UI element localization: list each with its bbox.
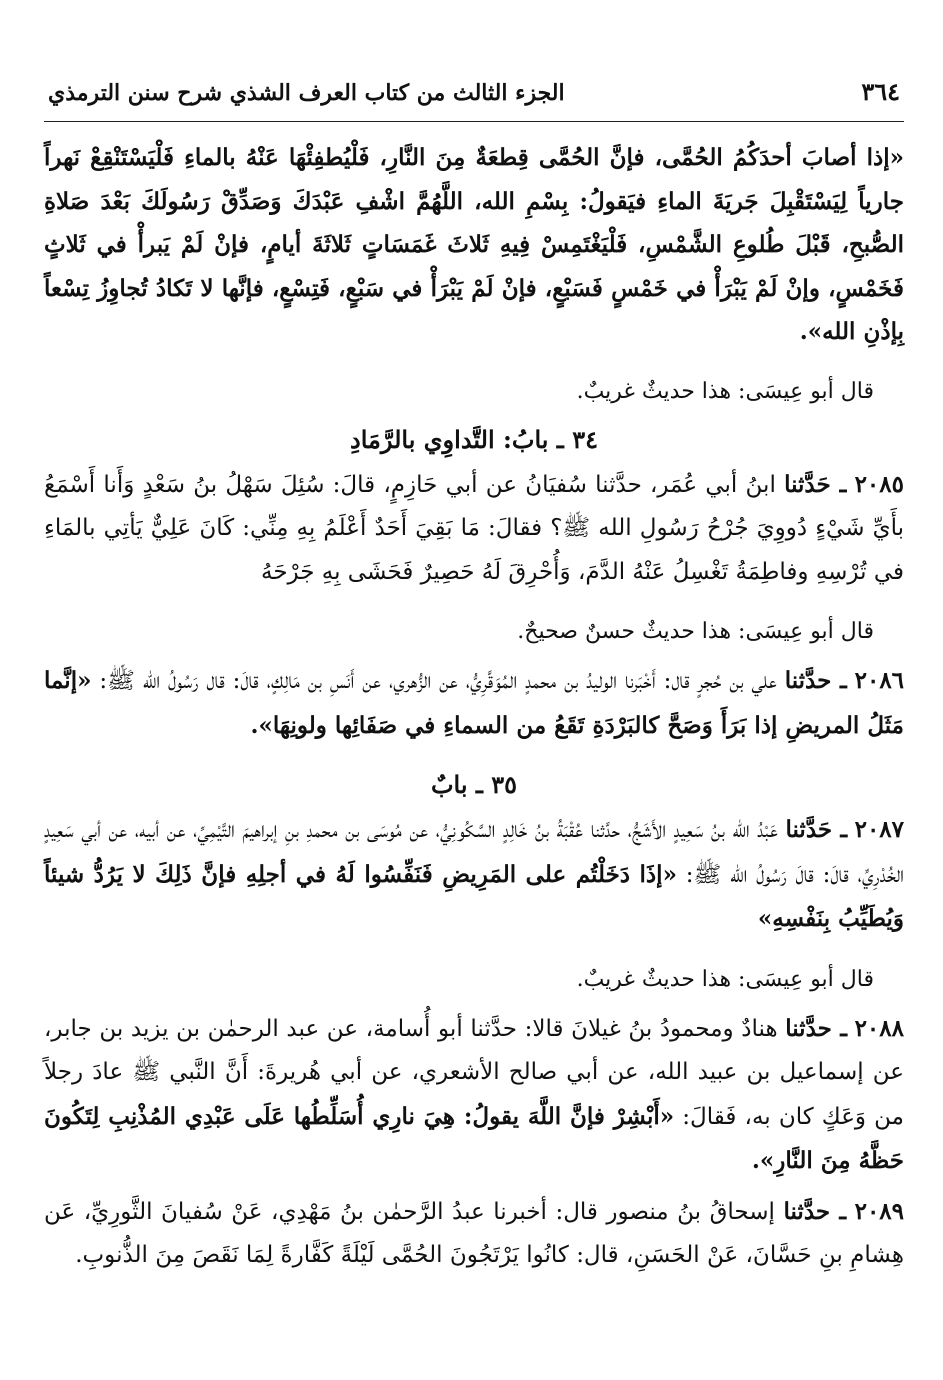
tahdith-word: حدَّثنا [783,1197,831,1225]
hadith-comment: قال أبو عِيسَى: هذا حديثٌ غريبٌ. [576,966,874,992]
hadith-text: إسحاقُ بنُ منصور قال: أخبرنا عبدُ الرَّحمٰن بنُ مَهْدِي، عَنْ سُفيانَ الثَّورِيِّ، عَن هِشامِ بنِ حَسَّانَ، عَنْ الحَسَنِ، قال: كانُوا يَرْتَجُونَ الحُمَّى لَيْلَةً كَفَّارةً لِمَا نَقَصَ مِنَ الذُّنوبِ. [44,1198,904,1268]
hadith-tahdith: ـ حدَّثنا [784,667,847,694]
hadith-2087 [44,808,904,942]
tahdith-word: حدَّثنا [784,667,832,694]
hadith-continuation-text: «إذا أصابَ أحدَكُمُ الحُمَّى، فإنَّ الحُمَّى قِطعَةٌ مِنَ النَّارِ، فَلْيُطفِئْهَا عَنْهُ بالماءِ فَلْيَسْتَنْقِعْ نَهراً جارياً لِيَسْتَقْبِلَ جَريَةَ الماءِ فيَقولُ: بِسْمِ الله، اللَّهُمَّ اشْفِ عَبْدَكَ وَصَدِّقْ رَسُولَكَ بَعْدَ صَلاةِ الصُّبحِ، قَبْلَ طُلوعِ الشَّمْسِ، فَلْيَغْتَمِسْ فِيهِ ثَلاثَ غَمَسَاتٍ ثَلاثَةَ أيامٍ، فإنْ لَمْ يَبرأْ في ثَلاثٍ فَخَمْسٍ، وإنْ لَمْ يَبْرَأْ في خَمْسٍ فَسَبْعٍ، فإنْ لَمْ يَبْرَأْ في سَبْعٍ، فَتِسْعٍ، فإنَّها لا تَكادُ تُجاوِزُ تِسْعاً بِإذْنِ الله». [44,144,904,345]
page-number: ٣٦٤ [861,77,900,106]
hadith-text: علي بن حُجرٍ قال: أَخْبَرنا الوليدُ بن محمدٍ المُوَقَّرِيُّ، عن الزُّهري، عن أَنَسِ بن مَالِكٍ، قالَ: قال رَسُولُ الله ﷺ: [99,668,777,694]
hadith-comment: قال أبو عِيسَى: هذا حديثٌ حسنٌ صحيحٌ. [517,619,874,644]
chapter-title: ٣٥ ـ بابٌ [430,770,518,799]
hadith-tahdith: ـ حدَّثنا [783,1197,847,1225]
hadith-text: عَبْدُ الله بنُ سَعِيدٍ الأَشَجُّ، حدَّثنا عُقْبَةُ بنُ خَالِدٍ السَّكُونِيُّ، عن مُوسَى بن محمدِ بنِ إبراهيمَ التَّيْمِيِّ، عن أبيه، عن أبي سَعِيدٍ الخُدْرِيِّ، قالَ: قالَ رَسُولُ الله ﷺ: [44,817,904,888]
hadith-matn: «أَبْشِرْ فإنَّ اللَّهَ يقولُ: هِيَ نارِي أُسَلِّطُها عَلَى عَبْدِي المُذْنِبِ لِتَكُونَ حَظَّهُ مِنَ النَّارِ». [44,1102,904,1174]
tahdith-word: حَدَّثنا [784,470,831,498]
tahdith-word: حدَّثنا [785,1014,832,1042]
chapter-title: ٣٤ ـ بابُ: التَّداوِي بالرَّمَادِ [350,424,598,454]
hadith-number: ٢٠٨٧ [854,816,905,843]
hadith-comment: قال أبو عِيسَى: هذا حديثٌ غريبٌ. [576,378,874,404]
hadith-2086 [44,659,904,748]
book-page [44,72,904,1278]
hadith-2085 [44,463,904,595]
hadith-text: هنادٌ ومحمودُ بنُ غيلانَ قالا: حدَّثنا أبو أُسامة، عن عبد الرحمٰن بن يزيد بن جابر، عن إسماعيل بن عبيد الله، عن أبي صالح الأشعري، عن أبي هُريرةَ: أَنَّ النَّبي ﷺ عادَ رجلاً من وَعَكٍ كان به، فَقالَ: [44,1015,904,1130]
tahdith-word: حَدَّثنا [785,816,833,843]
page-header [44,72,904,122]
hadith-tahdith: ـ حدَّثنا [785,1014,847,1042]
hadith-tahdith: ـ حَدَّثنا [785,816,848,843]
hadith-tahdith: ـ حَدَّثنا [784,470,847,498]
hadith-number: ٢٠٨٥ [854,470,904,498]
hadith-number: ٢٠٨٦ [854,667,905,694]
hadith-matn: «إنَّما مَثَلُ المريضِ إذا بَرَأَ وَصَحَّ كالبَرْدَةِ تَقَعُ من السماءِ في صَفَائِها ولونِهَا». [44,667,904,739]
hadith-text: ابنُ أبي عُمَر، حدَّثنا سُفيَانُ عن أبي حَازِمٍ، قالَ: سُئِلَ سَهْلُ بنُ سَعْدٍ وَأَنا أَسْمَعُ بأَيِّ شَيْءٍ دُووِيَ جُرْحُ رَسُولِ الله ﷺ؟ فقالَ: مَا بَقِيَ أَحَدٌ أَعْلَمُ بِهِ مِنِّي: كَانَ عَلِيٌّ يَأتِي بالمَاءِ في تُرْسِهِ وفاطِمَةُ تَغْسِلُ عَنْهُ الدَّمَ، وَأُحْرِقَ لَهُ حَصِيرٌ فَحَشَى بِهِ جَرْحَهُ [44,471,904,585]
hadith-number: ٢٠٨٨ [854,1014,904,1042]
hadith-matn: «إذَا دَخَلْتُم على المَرِيضِ فَنَفِّسُوا لَهُ في أجلِهِ فإنَّ ذَلِكَ لا يَرُدُّ شيئاً وَيُطَيِّبُ بِنَفْسِهِ» [44,860,904,932]
hadith-number: ٢٠٨٩ [854,1197,905,1225]
hadith-2088 [44,1007,904,1184]
running-title: الجزء الثالث من كتاب العرف الشذي شرح سنن الترمذي [48,80,565,106]
spacer [44,748,904,758]
hadith-2089 [44,1190,904,1278]
